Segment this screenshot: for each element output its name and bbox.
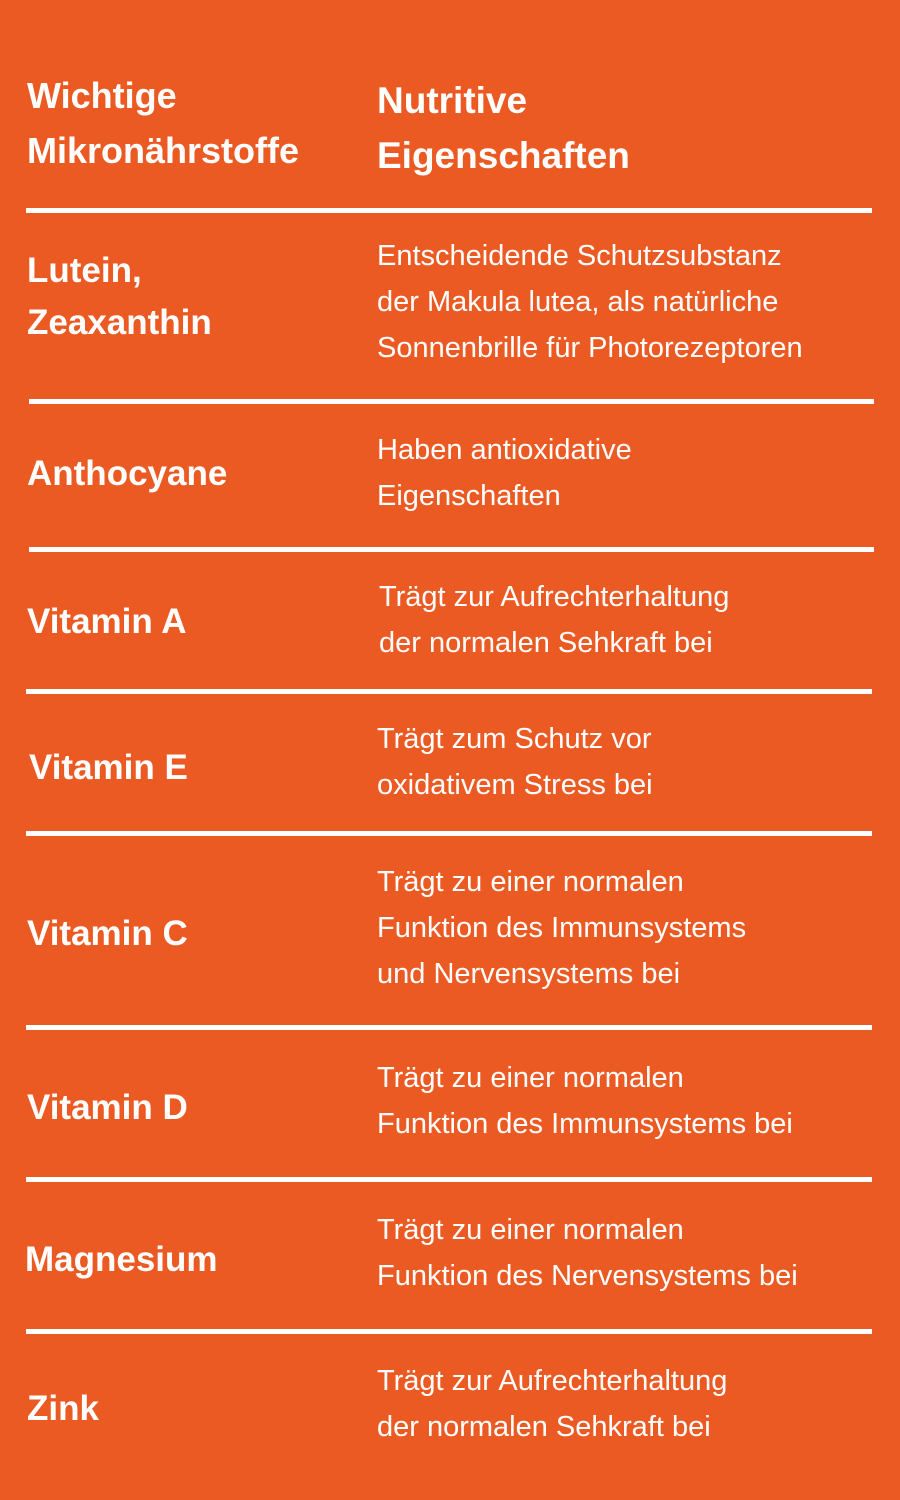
table-row <box>0 694 900 831</box>
nutrient-description: Trägt zur Aufrechterhaltung der normalen Sehkraft bei <box>379 581 730 659</box>
nutrient-name: Anthocyane <box>27 454 228 493</box>
nutrient-description: Entscheidende Schutzsubstanz der Makula lutea, als natürliche Sonnenbrille für Photorezeptoren <box>377 240 803 364</box>
nutrient-name: Magnesium <box>25 1240 218 1279</box>
nutrient-name: Zink <box>27 1389 99 1428</box>
nutrient-description: Haben antioxidative Eigenschaften <box>377 434 632 512</box>
header-properties: Nutritive Eigenschaften <box>377 80 630 176</box>
table-row <box>0 552 900 689</box>
nutrient-description: Trägt zur Aufrechterhaltung der normalen Sehkraft bei <box>377 1365 728 1443</box>
table-row <box>0 1030 900 1177</box>
table-row <box>0 404 900 547</box>
header-micronutrients: Wichtige Mikronährstoffe <box>27 75 300 171</box>
nutrient-description: Trägt zum Schutz vor oxidativem Stress bei <box>377 723 653 801</box>
table-row <box>0 1334 900 1500</box>
nutrient-description: Trägt zu einer normalen Funktion des Immunsystems bei <box>377 1062 793 1140</box>
nutrient-name: Vitamin D <box>27 1088 188 1127</box>
nutrient-description: Trägt zu einer normalen Funktion des Immunsystems und Nervensystems bei <box>377 866 747 990</box>
nutrient-name: Vitamin C <box>27 914 188 953</box>
nutrient-name: Vitamin A <box>27 602 187 641</box>
nutrient-name: Lutein, Zeaxanthin <box>27 251 212 342</box>
table-header <box>0 0 900 210</box>
table-row <box>0 1182 900 1329</box>
nutrient-description: Trägt zu einer normalen Funktion des Nervensystems bei <box>377 1214 798 1292</box>
table-row <box>0 836 900 1025</box>
table-row <box>0 213 900 399</box>
nutrient-name: Vitamin E <box>29 748 188 787</box>
